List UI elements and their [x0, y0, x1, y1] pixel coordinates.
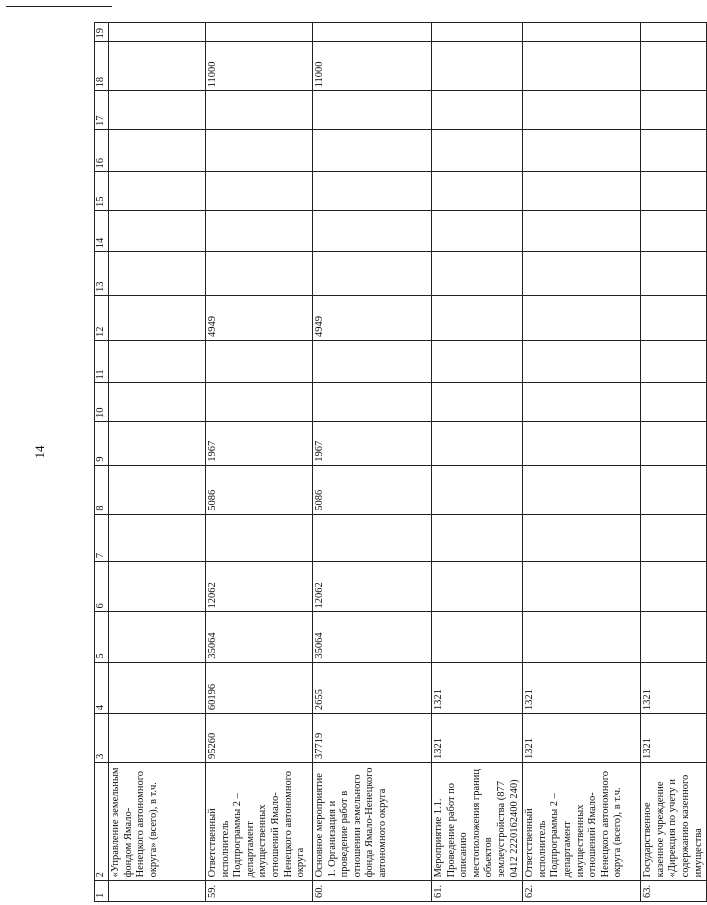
value-cell	[432, 422, 523, 466]
value-cell	[641, 42, 707, 91]
value-cell	[641, 383, 707, 422]
value-cell: 95260	[206, 714, 313, 763]
value-cell	[432, 172, 523, 211]
value-cell	[109, 714, 206, 763]
value-cell	[313, 383, 432, 422]
row-description-cell: Основное мероприятие 1. Организация и проведение работ в отношении земельного фонда Ямало-Ненецкого автономного округа	[313, 763, 432, 881]
value-cell	[641, 211, 707, 252]
table-row	[523, 23, 641, 902]
value-cell	[206, 211, 313, 252]
value-cell: 4949	[313, 295, 432, 340]
value-cell	[109, 383, 206, 422]
value-cell	[523, 129, 641, 171]
value-cell	[523, 422, 641, 466]
value-cell	[313, 91, 432, 130]
value-cell	[523, 211, 641, 252]
row-description-cell: Мероприятие 1.1. Проведение работ по описанию местоположения границ объектов землеустройства (877 0412 2220162400 240)	[432, 763, 523, 881]
value-cell	[523, 465, 641, 514]
value-cell	[432, 514, 523, 562]
value-cell	[523, 340, 641, 382]
row-number-cell: 63.	[641, 881, 707, 902]
column-number-cell: 16	[95, 129, 109, 171]
value-cell	[523, 612, 641, 662]
column-number-cell: 8	[95, 465, 109, 514]
value-cell: 1321	[432, 662, 523, 713]
value-cell	[641, 465, 707, 514]
value-cell	[432, 129, 523, 171]
value-cell	[523, 562, 641, 612]
column-number-cell: 6	[95, 562, 109, 612]
value-cell	[109, 211, 206, 252]
value-cell	[109, 172, 206, 211]
value-cell	[206, 91, 313, 130]
value-cell	[523, 172, 641, 211]
value-cell: 11000	[313, 42, 432, 91]
value-cell	[432, 295, 523, 340]
value-cell	[109, 295, 206, 340]
value-cell: 11000	[206, 42, 313, 91]
column-number-cell: 1	[95, 881, 109, 902]
value-cell	[432, 562, 523, 612]
column-number-cell: 13	[95, 252, 109, 296]
value-cell: 35064	[206, 612, 313, 662]
value-cell	[109, 23, 206, 42]
top-rule	[6, 6, 112, 7]
budget-table	[94, 22, 707, 902]
table-row	[432, 23, 523, 902]
value-cell	[523, 23, 641, 42]
value-cell	[313, 211, 432, 252]
value-cell	[641, 514, 707, 562]
value-cell	[313, 129, 432, 171]
row-number-cell	[109, 881, 206, 902]
value-cell: 1967	[206, 422, 313, 466]
value-cell	[432, 465, 523, 514]
value-cell	[432, 42, 523, 91]
value-cell	[313, 514, 432, 562]
value-cell	[206, 129, 313, 171]
value-cell: 4949	[206, 295, 313, 340]
value-cell: 5086	[313, 465, 432, 514]
value-cell	[432, 211, 523, 252]
row-number-cell: 62.	[523, 881, 641, 902]
value-cell	[641, 23, 707, 42]
value-cell	[206, 252, 313, 296]
value-cell	[206, 383, 313, 422]
value-cell	[109, 252, 206, 296]
page-number: 14	[32, 445, 47, 459]
column-number-cell: 11	[95, 340, 109, 382]
value-cell	[432, 23, 523, 42]
value-cell	[206, 172, 313, 211]
value-cell	[641, 252, 707, 296]
row-number-cell: 61.	[432, 881, 523, 902]
value-cell: 2655	[313, 662, 432, 713]
column-number-cell: 15	[95, 172, 109, 211]
column-number-cell: 9	[95, 422, 109, 466]
value-cell	[313, 252, 432, 296]
row-description-cell: Ответственный исполнитель Подпрограммы 2 – департамент имущественных отношений Ямало-Ненецкого автономного округа (всего), в т.ч.	[523, 763, 641, 881]
value-cell	[432, 612, 523, 662]
value-cell	[206, 340, 313, 382]
value-cell	[641, 422, 707, 466]
value-cell	[523, 252, 641, 296]
row-description-cell: Государственное казенное учреждение «Дирекция по учету и содержанию казенного имущества	[641, 763, 707, 881]
value-cell: 12062	[206, 562, 313, 612]
row-number-cell: 60.	[313, 881, 432, 902]
value-cell: 1321	[523, 714, 641, 763]
row-description-cell: Ответственный исполнитель Подпрограммы 2 – департамент имущественных отношений Ямало-Ненецкого автономного округа	[206, 763, 313, 881]
column-number-cell: 19	[95, 23, 109, 42]
value-cell	[432, 91, 523, 130]
value-cell	[641, 129, 707, 171]
value-cell: 1321	[432, 714, 523, 763]
column-number-cell: 4	[95, 662, 109, 713]
value-cell	[432, 252, 523, 296]
value-cell	[313, 23, 432, 42]
value-cell	[206, 514, 313, 562]
value-cell	[432, 383, 523, 422]
value-cell	[641, 562, 707, 612]
value-cell: 1967	[313, 422, 432, 466]
value-cell	[109, 662, 206, 713]
value-cell	[109, 465, 206, 514]
value-cell	[109, 129, 206, 171]
column-number-cell: 14	[95, 211, 109, 252]
value-cell	[109, 562, 206, 612]
value-cell	[109, 42, 206, 91]
row-description-cell: «Управление земельным фондом Ямало-Ненецкого автономного округа» (всего), в т.ч.	[109, 763, 206, 881]
column-number-cell: 5	[95, 612, 109, 662]
value-cell	[523, 91, 641, 130]
column-number-cell: 2	[95, 763, 109, 881]
table-row	[206, 23, 313, 902]
row-number-cell: 59.	[206, 881, 313, 902]
value-cell	[523, 383, 641, 422]
value-cell	[109, 612, 206, 662]
value-cell: 1321	[641, 714, 707, 763]
value-cell	[641, 612, 707, 662]
table-row	[313, 23, 432, 902]
column-number-cell: 10	[95, 383, 109, 422]
value-cell	[109, 514, 206, 562]
value-cell	[109, 422, 206, 466]
value-cell	[641, 295, 707, 340]
value-cell	[109, 340, 206, 382]
value-cell: 1321	[523, 662, 641, 713]
column-number-cell: 18	[95, 42, 109, 91]
value-cell	[641, 172, 707, 211]
value-cell	[432, 340, 523, 382]
value-cell	[313, 172, 432, 211]
value-cell: 35064	[313, 612, 432, 662]
value-cell	[523, 42, 641, 91]
value-cell	[313, 340, 432, 382]
column-number-cell: 17	[95, 91, 109, 130]
value-cell	[109, 91, 206, 130]
value-cell	[206, 23, 313, 42]
column-number-cell: 3	[95, 714, 109, 763]
value-cell: 5086	[206, 465, 313, 514]
table-header-row	[95, 23, 109, 902]
rotated-table-container	[94, 22, 704, 902]
table-row	[641, 23, 707, 902]
value-cell: 12062	[313, 562, 432, 612]
column-number-cell: 7	[95, 514, 109, 562]
value-cell: 1321	[641, 662, 707, 713]
value-cell	[523, 295, 641, 340]
table-row	[109, 23, 206, 902]
column-number-cell: 12	[95, 295, 109, 340]
value-cell	[641, 91, 707, 130]
value-cell	[641, 340, 707, 382]
value-cell: 37719	[313, 714, 432, 763]
value-cell: 60196	[206, 662, 313, 713]
value-cell	[523, 514, 641, 562]
